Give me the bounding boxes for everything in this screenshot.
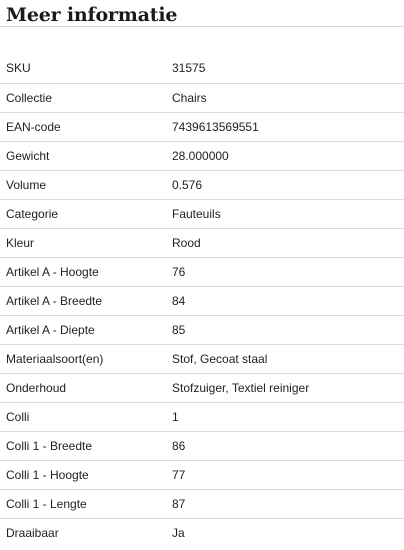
row-value: 7439613569551 [172,112,404,141]
row-value: 76 [172,257,404,286]
row-value: 1 [172,402,404,431]
table-row [0,402,404,431]
row-value: Rood [172,228,404,257]
row-value: Ja [172,525,185,540]
row-label: Collectie [0,83,172,112]
row-label: Gewicht [0,141,172,170]
row-label: Draaibaar [6,525,59,540]
row-label: Artikel A - Breedte [0,286,172,315]
table-row [0,315,404,344]
row-label: Materiaalsoort(en) [0,344,172,373]
row-label: SKU [0,54,172,83]
row-value: 31575 [172,54,404,83]
row-value: Fauteuils [172,199,404,228]
table-row [0,170,404,199]
row-label: Onderhoud [0,373,172,402]
section-title: Meer informatie [6,4,178,26]
row-label: Artikel A - Hoogte [0,257,172,286]
row-value: 28.000000 [172,141,404,170]
row-value: 86 [172,431,404,460]
table-row [0,344,404,373]
product-info-body [0,54,404,547]
row-value: 84 [172,286,404,315]
table-row [0,286,404,315]
table-row [0,112,404,141]
row-label: Colli 1 - Hoogte [0,460,172,489]
row-label: EAN-code [0,112,172,141]
table-row [0,141,404,170]
row-label: Colli 1 - Breedte [0,431,172,460]
row-value: Stofzuiger, Textiel reiniger [172,373,404,402]
table-row [0,431,404,460]
row-value: Chairs [172,83,404,112]
row-value: 87 [172,489,404,518]
row-value: 0.576 [172,170,404,199]
table-row [0,373,404,402]
title-divider [0,26,404,27]
row-label: Artikel A - Diepte [0,315,172,344]
row-label: Kleur [0,228,172,257]
table-row [0,54,404,83]
row-label: Colli [0,402,172,431]
row-value: 85 [172,315,404,344]
table-row [0,83,404,112]
product-info-table [0,54,404,547]
row-value: Stof, Gecoat staal [172,344,404,373]
table-row [0,199,404,228]
table-row [0,257,404,286]
row-label: Colli 1 - Lengte [0,489,172,518]
table-row [0,228,404,257]
table-row [0,460,404,489]
row-value: 77 [172,460,404,489]
table-row [0,518,404,547]
row-label: Volume [0,170,172,199]
table-row [0,489,404,518]
row-label: Categorie [0,199,172,228]
